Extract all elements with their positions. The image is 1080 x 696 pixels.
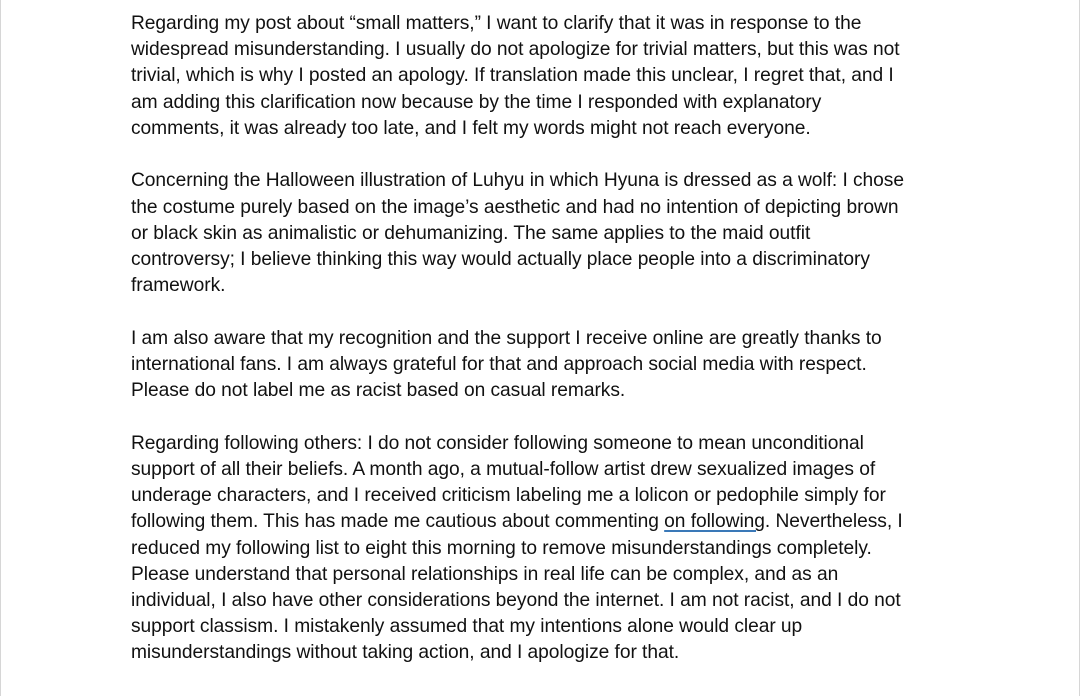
text-line: Concerning the Halloween illustration of Luhyu in which Hyuna is dressed as a wolf: I chose [131, 170, 904, 192]
paragraph-small-matters [131, 11, 961, 142]
text-line: trivial, which is why I posted an apology. If translation made this unclear, I regret that, and I [131, 65, 894, 87]
text-line: reduced my following list to eight this morning to remove misunderstandings completely. [131, 537, 872, 559]
paragraph-following-others [131, 431, 961, 667]
text-line: Please understand that personal relationships in real life can be complex, and as an [131, 563, 839, 585]
text-line: misunderstandings without taking action, and I apologize for that. [131, 642, 680, 664]
paragraph-halloween-illustration [131, 168, 961, 299]
text-segment: following them. This has made me cautious about commenting [131, 511, 665, 533]
text-line: framework. [131, 275, 226, 297]
document-body [131, 11, 961, 693]
on-following-link[interactable]: on following [664, 511, 765, 533]
text-line: or black skin as animalistic or dehumanizing. The same applies to the maid outfit [131, 222, 811, 244]
text-line: international fans. I am always grateful for that and approach social media with respect. [131, 354, 867, 376]
text-line: widespread misunderstanding. I usually do not apologize for trivial matters, but this was not [131, 39, 900, 61]
text-line: am adding this clarification now because by the time I responded with explanatory [131, 91, 822, 113]
text-line: the costume purely based on the image’s aesthetic and had no intention of depicting brown [131, 196, 899, 218]
text-line: Regarding my post about “small matters,” I want to clarify that it was in response to the [131, 13, 862, 34]
text-line: support classism. I mistakenly assumed that my intentions alone would clear up [131, 616, 803, 638]
text-line: support of all their beliefs. A month ago, a mutual-follow artist drew sexualized images of [131, 459, 876, 481]
text-line: Please do not label me as racist based on casual remarks. [131, 380, 626, 402]
text-line: underage characters, and I received criticism labeling me a lolicon or pedophile simply for [131, 485, 886, 507]
text-line: comments, it was already too late, and I felt my words might not reach everyone. [131, 117, 811, 139]
text-line: I am also aware that my recognition and the support I receive online are greatly thanks to [131, 327, 882, 349]
text-line: individual, I also have other considerations beyond the internet. I am not racist, and I do not [131, 590, 901, 612]
paragraph-international-fans [131, 326, 961, 405]
text-line: Regarding following others: I do not consider following someone to mean unconditional [131, 432, 864, 454]
text-line-with-link [131, 509, 961, 535]
text-segment: . Nevertheless, I [764, 511, 903, 533]
text-line: controversy; I believe thinking this way would actually place people into a discriminatory [131, 249, 870, 271]
